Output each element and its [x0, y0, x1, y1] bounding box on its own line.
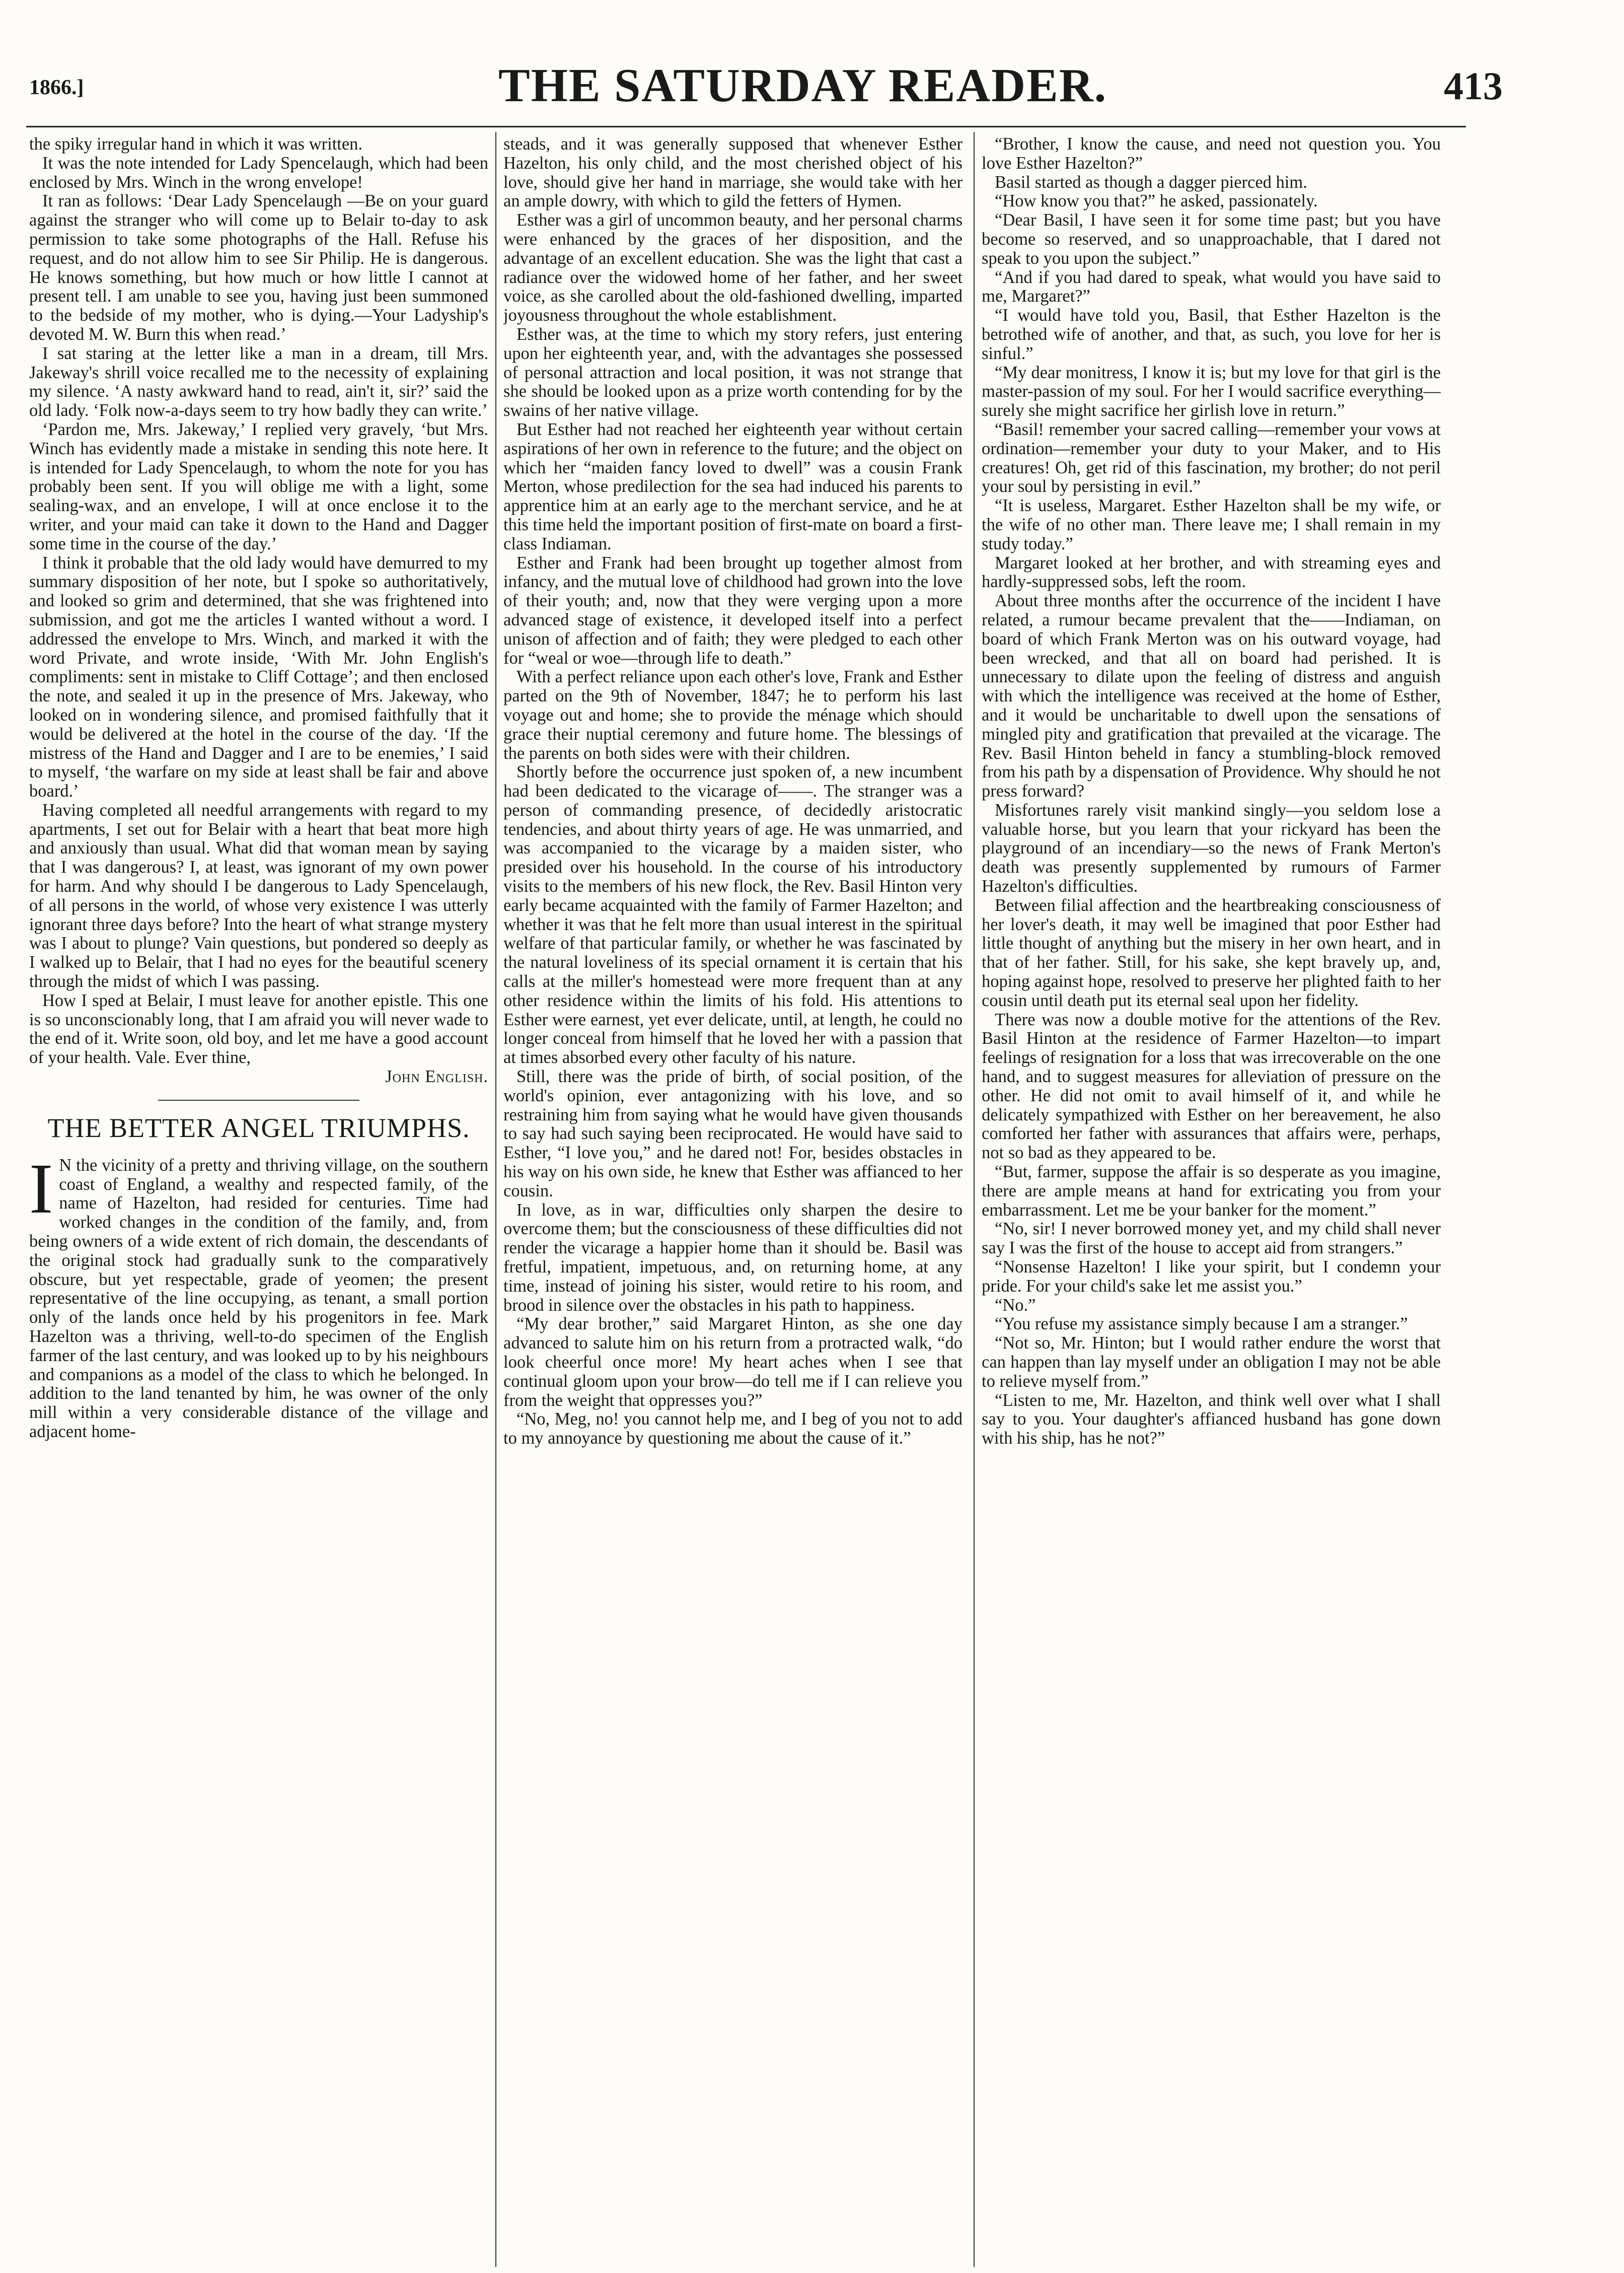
paragraph: Still, there was the pride of birth, of social position, of the world's opinion, ever antagonizing with his love, and so restraining him from saying what he would have given thousands to say had such saying been reciprocated. He would have said to Esther, “I love you,” and he dared not! For, besides obstacles in his way on his own side, he knew that Esther was affianced to her cousin. [503, 1067, 963, 1200]
section-rule [158, 1100, 359, 1101]
paragraph: Esther was a girl of uncommon beauty, and her personal charms were enhanced by the graces of her disposition, and the advantage of an excellent education. She was the light that cast a radiance over the widowed home of her father, and her sweet voice, as she carolled about the old-fashioned dwelling, imparted joyousness throughout the whole establishment. [503, 210, 963, 325]
publication-title: THE SATURDAY READER. [498, 59, 1108, 112]
paragraph: “Brother, I know the cause, and need not question you. You love Esther Hazelton?” [982, 135, 1441, 173]
paragraph: “No, Meg, no! you cannot help me, and I beg of you not to add to my annoyance by questioning me about the cause of it.” [503, 1409, 963, 1448]
paragraph: Misfortunes rarely visit mankind singly—you seldom lose a valuable horse, but you learn that your rickyard has been the playground of an incendiary—so the news of Frank Merton's death was presently supplemented by rumours of Farmer Hazelton's difficulties. [982, 800, 1441, 896]
issue-date: 1866.] [29, 76, 84, 99]
paragraph: Margaret looked at her brother, and with streaming eyes and hardly-suppressed sobs, left the room. [982, 553, 1441, 592]
paragraph: Shortly before the occurrence just spoken of, a new incumbent had been dedicated to the vicarage of——. The stranger was a person of commanding presence, of decidedly aristocratic tendencies, and about thirty years of age. He was unmarried, and was accompanied to the vicarage by a maiden sister, who presided over his household. In the course of his introductory visits to the members of his new flock, the Rev. Basil Hinton very early became acquainted with the family of Farmer Hazelton; and whether it was that he felt more than usual interest in the spiritual welfare of that particular family, or whether he was fascinated by the natural loveliness of its special ornament it is certain that his calls at the miller's homestead were more frequent than at any other residence within the limits of his fold. His attentions to Esther were earnest, yet ever delicate, until, at length, he could no longer conceal from himself that he loved her with a passion that at times absorbed every other faculty of his nature. [503, 762, 963, 1068]
paragraph: “How know you that?” he asked, passionately. [995, 191, 1318, 211]
paragraph: “It is useless, Margaret. Esther Hazelton shall be my wife, or the wife of no other man. There leave me; I shall remain in my study today.” [982, 496, 1441, 553]
column-divider [495, 132, 496, 2267]
paragraph: the spiky irregular hand in which it was written. [29, 135, 363, 154]
paragraph: “I would have told you, Basil, that Esther Hazelton is the betrothed wife of another, and that, as such, you love for her is sinful.” [982, 306, 1441, 363]
paragraph: “You refuse my assistance simply because I am a stranger.” [995, 1314, 1408, 1334]
paragraph: steads, and it was generally supposed that whenever Esther Hazelton, his only child, and the most cherished object of his love, should give her hand in marriage, she would take with her an ample dowry, with which to gild the fetters of Hymen. [503, 135, 963, 211]
author-signature: John English. [385, 1067, 488, 1087]
paragraph: In love, as in war, difficulties only sharpen the desire to overcome them; but the consciousness of these difficulties did not render the vicarage a happier home than it should be. Basil was fretful, impatient, impetuous, and, on returning home, at any time, instead of joining his sister, would retire to his room, and brood in silence over the obstacles in his path to happiness. [503, 1200, 963, 1315]
paragraph: About three months after the occurrence of the incident I have related, a rumour became prevalent that the——Indiaman, on board of which Frank Merton was on his outward voyage, had been wrecked, and that all on board had perished. It is unnecessary to dilate upon the feeling of distress and anguish with which the intelligence was received at the home of Esther, and it would be uncharitable to dwell upon the sensations of mingled pity and gratification that prevailed at the vicarage. The Rev. Basil Hinton beheld in fancy a stumbling-block removed from his path by a dispensation of Providence. Why should he not press forward? [982, 591, 1441, 801]
paragraph: “Dear Basil, I have seen it for some time past; but you have become so reserved, and so unapproachable, that I dared not speak to you upon the subject.” [982, 210, 1441, 268]
paragraph: But Esther had not reached her eighteenth year without certain aspirations of her own in reference to the future; and the object on which her “maiden fancy loved to dwell” was a cousin Frank Merton, whose predilection for the sea had induced his parents to apprentice him at an early age to the merchant service, and he at this time held the important position of first-mate on board a first-class Indiaman. [503, 419, 963, 553]
paragraph: I think it probable that the old lady would have demurred to my summary disposition of her note, but I spoke so authoritatively, and looked so grim and determined, that she was frightened into submission, and got me the articles I wanted without a word. I addressed the envelope to Mrs. Winch, and marked it with the word Private, and wrote inside, ‘With Mr. John English's compliments: sent in mistake to Cliff Cottage’; and then enclosed the note, and sealed it up in the presence of Mrs. Jakeway, who looked on in wondering silence, and promised faithfully that it would be delivered at the hotel in the course of the day. ‘If the mistress of the Hand and Dagger and I are to be enemies,’ I said to myself, ‘the warfare on my side at least shall be fair and above board.’ [29, 553, 488, 801]
paragraph: How I sped at Belair, I must leave for another epistle. This one is so unconscionably long, that I am afraid you will never wade to the end of it. Write soon, old boy, and let me have a good account of your health. Vale. Ever thine, [29, 990, 488, 1068]
paragraph: I sat staring at the letter like a man in a dream, till Mrs. Jakeway's shrill voice recalled me to the necessity of explaining my silence. ‘A nasty awkward hand to read, ain't it, sir?’ said the old lady. ‘Folk now-a-days seem to try how badly they can write.’ [29, 343, 488, 420]
story-opening [29, 1148, 488, 1442]
paragraph: N the vicinity of a pretty and thriving village, on the southern coast of England, a wealthy and respected family, of the name of Hazelton, had resided for centuries. Time had worked changes in the condition of the family, and, from being owners of a wide extent of rich domain, the descendants of the original stock had gradually sunk to the comparatively obscure, but yet respectable, grade of yeomen; the present representative of the line occupying, as tenant, a small portion only of the lands once held by his progenitors in fee. Mark Hazelton was a thriving, well-to-do specimen of the English farmer of the last century, and was looked up to by his neighbours and companions as a model of the class to which he belonged. In addition to the land tenanted by him, he was owner of the only mill within a very considerable distance of the village and adjacent home- [29, 1155, 488, 1441]
story-headline: THE BETTER ANGEL TRIUMPHS. [47, 1112, 470, 1143]
paragraph: Between filial affection and the heartbreaking consciousness of her lover's death, it may well be imagined that poor Esther had little thought of anything but the misery in her own heart, and in that of her father. Still, for his sake, she kept bravely up, and, hoping against hope, resolved to preserve her plighted faith to her cousin until death put its eternal seal upon her fidelity. [982, 895, 1441, 1010]
paragraph: “My dear brother,” said Margaret Hinton, as she one day advanced to salute him on his return from a protracted walk, “do look cheerful once more! My heart aches when I see that continual gloom upon your brow—do tell me if I can relieve you from the weight that oppresses you?” [503, 1314, 963, 1410]
paragraph: “Nonsense Hazelton! I like your spirit, but I condemn your pride. For your child's sake let me assist you.” [982, 1257, 1441, 1296]
paragraph: Esther was, at the time to which my story refers, just entering upon her eighteenth year, and, with the advantages she possessed of personal attraction and local position, it was not strange that she should be looked upon as a prize worth contending for by the swains of her native village. [503, 324, 963, 420]
signature-line [29, 1068, 488, 1087]
paragraph: With a perfect reliance upon each other's love, Frank and Esther parted on the 9th of November, 1847; he to perform his last voyage out and home; she to provide the ménage which should grace their nuptial ceremony and future home. The blessings of the parents on both sides were with their children. [503, 667, 963, 763]
paragraph: It was the note intended for Lady Spencelaugh, which had been enclosed by Mrs. Winch in the wrong envelope! [29, 153, 488, 192]
paragraph: “Not so, Mr. Hinton; but I would rather endure the worst that can happen than lay myself under an obligation I may not be able to relieve myself from.” [982, 1333, 1441, 1391]
paragraph: “But, farmer, suppose the affair is so desperate as you imagine, there are ample means at hand for extricating you from your embarrassment. Let me be your banker for the moment.” [982, 1162, 1441, 1220]
paragraph: Basil started as though a dagger pierced him. [995, 172, 1307, 192]
column-divider [974, 132, 975, 2267]
page-number: 413 [1444, 64, 1503, 108]
drop-cap: I [29, 1148, 53, 1228]
paragraph: “No.” [995, 1295, 1036, 1315]
paragraph: ‘Pardon me, Mrs. Jakeway,’ I replied very gravely, ‘but Mrs. Winch has evidently made a mistake in sending this note here. It is intended for Lady Spencelaugh, to whom the note for you has probably been sent. If you will oblige me with a light, some sealing-wax, and an envelope, I will at once enclose it to the writer, and your maid can take it down to the Hand and Dagger some time in the course of the day.’ [29, 419, 488, 553]
paragraph: “My dear monitress, I know it is; but my love for that girl is the master-passion of my soul. For her I would sacrifice everything—surely she might sacrifice her girlish love in return.” [982, 363, 1441, 420]
column-left [29, 135, 488, 2270]
column-middle [503, 135, 963, 2270]
paragraph: It ran as follows: ‘Dear Lady Spencelaugh —Be on your guard against the stranger who will come up to Belair to-day to ask permission to take some photographs of the Hall. Refuse his request, and do not allow him to see Sir Philip. He is dangerous. He knows something, but how much or how little I cannot at present tell. I am unable to see you, having just been summoned to the bedside of my mother, who is dying.—Your Ladyship's devoted M. W. Burn this when read.’ [29, 191, 488, 344]
page-header [0, 0, 1624, 131]
paragraph: Having completed all needful arrangements with regard to my apartments, I set out for Belair with a heart that beat more high and anxiously than usual. What did that woman mean by saying that I was dangerous? I, at least, was ignorant of my own power for harm. And why should I be dangerous to Lady Spencelaugh, of all persons in the world, of whose very existence I was utterly ignorant three days before? Into the heart of what strange mystery was I about to plunge? Vain questions, but pondered so deeply as I walked up to Belair, that I had no eyes for the beautiful scenery through the midst of which I was passing. [29, 800, 488, 991]
paragraph: “And if you had dared to speak, what would you have said to me, Margaret?” [982, 267, 1441, 306]
header-rule [26, 126, 1466, 127]
paragraph: Esther and Frank had been brought up together almost from infancy, and the mutual love of childhood had grown into the love of their youth; and, now that they were verging upon a more advanced stage of existence, it developed itself into a perfect unison of affection and of faith; they were pledged to each other for “weal or woe—through life to death.” [503, 553, 963, 668]
column-right [982, 135, 1441, 2270]
paragraph: “Basil! remember your sacred calling—remember your vows at ordination—remember your duty to your Maker, and to His creatures! Oh, get rid of this fascination, my brother; do not peril your soul by persisting in evil.” [982, 419, 1441, 496]
paragraph: There was now a double motive for the attentions of the Rev. Basil Hinton at the residence of Farmer Hazelton—to impart feelings of resignation for a loss that was irrecoverable on the one hand, and to suggest measures for alleviation of pressure on the other. He did not omit to avail himself of it, and while he delicately sympathized with Esther on her bereavement, he also comforted her father with assurances that affairs were, perhaps, not so bad as they appeared to be. [982, 1010, 1441, 1163]
paragraph: “No, sir! I never borrowed money yet, and my child shall never say I was the first of the house to accept aid from strangers.” [982, 1219, 1441, 1258]
paragraph: “Listen to me, Mr. Hazelton, and think well over what I shall say to you. Your daughter's affianced husband has gone down with his ship, has he not?” [982, 1390, 1441, 1448]
